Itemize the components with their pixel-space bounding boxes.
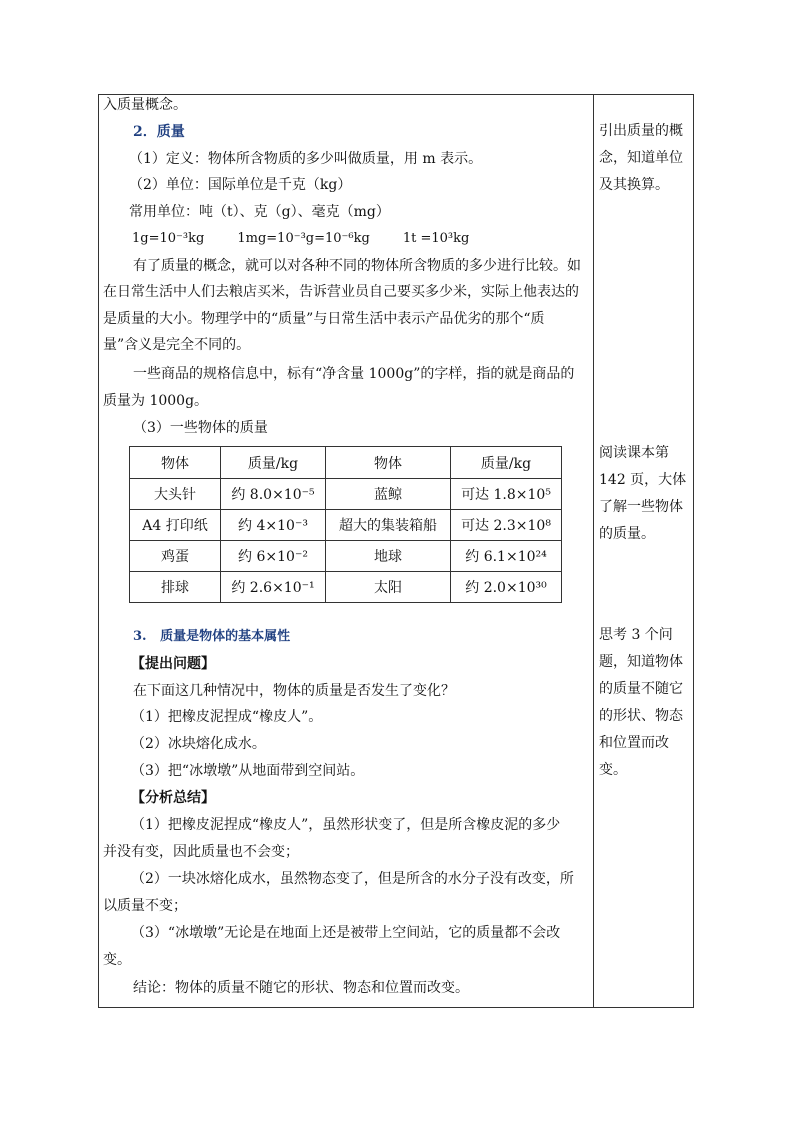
note-line: 及其换算。: [599, 177, 669, 193]
note-line: 的质量。: [599, 526, 655, 542]
note-line: 阅读课本第: [599, 445, 669, 461]
table-row: [130, 541, 562, 572]
note-line: 引出质量的概: [599, 123, 683, 139]
note-line: 念，知道单位: [599, 150, 683, 166]
analysis-line: 变。: [103, 952, 131, 968]
mass-examples-table: [129, 446, 562, 603]
table-header-row: [130, 447, 562, 479]
mass-unit: （2）单位：国际单位是千克（kg）: [129, 177, 352, 193]
mass-definition: （1）定义：物体所含物质的多少叫做质量，用 m 表示。: [129, 151, 483, 167]
paragraph-line: 量”含义是完全不同的。: [103, 337, 251, 353]
column-header: 物体: [326, 447, 451, 479]
analysis-line: 并没有变，因此质量也不会变；: [103, 844, 299, 860]
column-divider: [593, 95, 594, 1007]
table-cell: 约 8.0×10⁻⁵: [221, 479, 326, 510]
section-2-title: 2．质量: [133, 124, 185, 140]
question-item: （2）冰块熔化成水。: [131, 736, 266, 752]
note-line: 的质量不随它: [599, 681, 683, 697]
table-cell: 约 4×10⁻³: [221, 510, 326, 541]
question-item: （1）把橡皮泥捏成“橡皮人”。: [131, 709, 323, 725]
note-line: 思考 3 个问: [599, 627, 673, 643]
paragraph-line: 是质量的大小。物理学中的“质量”与日常生活中表示产品优劣的那个“质: [103, 311, 545, 327]
note-line: 变。: [599, 762, 627, 778]
paragraph-line: 质量为 1000g。: [103, 393, 209, 409]
analysis-line: （2）一块冰熔化成水，虽然物态变了，但是所含的水分子没有改变，所: [131, 871, 574, 887]
conclusion: 结论：物体的质量不随它的形状、物态和位置而改变。: [133, 980, 469, 996]
table-cell: 蓝鲸: [326, 479, 451, 510]
table-cell: 地球: [326, 541, 451, 572]
table-cell: 超大的集装箱船: [326, 510, 451, 541]
table-row: [130, 479, 562, 510]
lesson-table: [98, 94, 694, 1008]
common-units: 常用单位：吨（t）、克（g）、毫克（mg）: [129, 204, 390, 220]
table-cell: 可达 1.8×10⁵: [451, 479, 562, 510]
table-cell: 约 6.1×10²⁴: [451, 541, 562, 572]
unit-conversion: 1g=10⁻³kg 1mg=10⁻³g=10⁻⁶kg 1t =10³kg: [132, 231, 470, 246]
note-line: 和位置而改: [599, 735, 669, 751]
paragraph-line: 有了质量的概念，就可以对各种不同的物体所含物质的多少进行比较。如: [133, 258, 581, 274]
paragraph-line: 在日常生活中人们去粮店买米，告诉营业员自己要买多少米，实际上他表达的: [103, 284, 579, 300]
table-cell: 约 6×10⁻²: [221, 541, 326, 572]
note-line: 的形状、物态: [599, 708, 683, 724]
column-header: 质量/kg: [451, 447, 562, 479]
table-cell: A4 打印纸: [130, 510, 221, 541]
note-line: 142 页，大体: [599, 472, 687, 488]
analysis-label: 【分析总结】: [131, 790, 215, 806]
table-cell: 太阳: [326, 572, 451, 603]
examples-title: （3）一些物体的质量: [133, 420, 268, 436]
note-line: 题，知道物体: [599, 654, 683, 670]
column-header: 物体: [130, 447, 221, 479]
question-item: （3）把“冰墩墩”从地面带到空间站。: [131, 763, 365, 779]
table-row: [130, 510, 562, 541]
table-cell: 排球: [130, 572, 221, 603]
table-cell: 鸡蛋: [130, 541, 221, 572]
table-cell: 可达 2.3×10⁸: [451, 510, 562, 541]
question-text: 在下面这几种情况中，物体的质量是否发生了变化？: [133, 683, 455, 699]
table-row: [130, 572, 562, 603]
question-label: 【提出问题】: [131, 656, 215, 672]
table-cell: 大头针: [130, 479, 221, 510]
note-line: 了解一些物体: [599, 499, 683, 515]
intro-line: 入质量概念。: [103, 97, 187, 113]
column-header: 质量/kg: [221, 447, 326, 479]
section-3-title: 3. 质量是物体的基本属性: [133, 629, 291, 644]
analysis-line: （3）“冰墩墩”无论是在地面上还是被带上空间站，它的质量都不会改: [131, 925, 561, 941]
analysis-line: （1）把橡皮泥捏成“橡皮人”，虽然形状变了，但是所含橡皮泥的多少: [131, 817, 561, 833]
table-cell: 约 2.6×10⁻¹: [221, 572, 326, 603]
analysis-line: 以质量不变；: [103, 898, 187, 914]
table-cell: 约 2.0×10³⁰: [451, 572, 562, 603]
paragraph-line: 一些商品的规格信息中，标有“净含量 1000g”的字样，指的就是商品的: [133, 366, 575, 382]
